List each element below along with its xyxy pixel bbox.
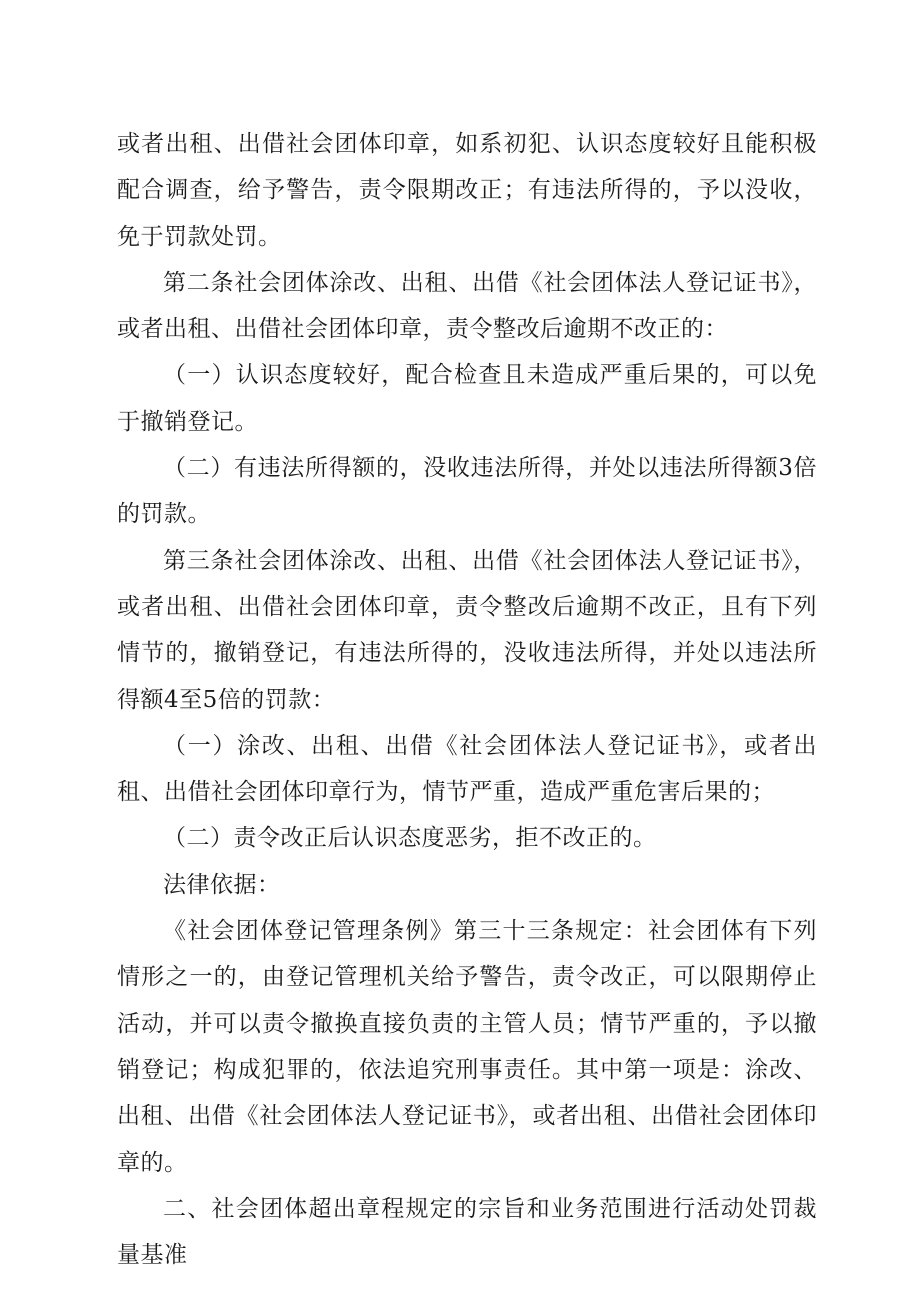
document-body bbox=[117, 121, 817, 1278]
paragraph-article-3-item-1: （一）涂改、出租、出借《社会团体法人登记证书》，或者出租、出借社会团体印章行为，情节严重，造成严重危害后果的； bbox=[117, 732, 817, 806]
paragraph-legal-basis: 《社会团体登记管理条例》第三十三条规定：社会团体有下列情形之一的，由登记管理机关给予警告，责令改正，可以限期停止活动，并可以责令撤换直接负责的主管人员；情节严重的，予以撤销登记；构成犯罪的，依法追究刑事责任。其中第一项是：涂改、出租、出借《社会团体法人登记证书》，或者出租、出借社会团体印章的。 bbox=[117, 918, 817, 1176]
paragraph-continuation: 或者出租、出借社会团体印章，如系初犯、认识态度较好且能积极配合调查，给予警告，责令限期改正；有违法所得的，予以没收，免于罚款处罚。 bbox=[117, 131, 817, 250]
legal-basis-heading: 法律依据： bbox=[163, 871, 281, 898]
paragraph-article-2-item-1: （一）认识态度较好，配合检查且未造成严重后果的，可以免于撤销登记。 bbox=[117, 362, 817, 435]
paragraph-article-2-item-2: （二）有违法所得额的，没收违法所得，并处以违法所得额3倍的罚款。 bbox=[117, 455, 817, 528]
paragraph-article-3: 第三条社会团体涂改、出租、出借《社会团体法人登记证书》，或者出租、出借社会团体印章，责令整改后逾期不改正，且有下列情节的，撤销登记，有违法所得的，没收违法所得，并处以违法所得额4至5倍的罚款： bbox=[117, 547, 817, 713]
paragraph-article-3-item-2: （二）责令改正后认识态度恶劣，拒不改正的。 bbox=[163, 825, 657, 852]
paragraph-article-2: 第二条社会团体涂改、出租、出借《社会团体法人登记证书》，或者出租、出借社会团体印章，责令整改后逾期不改正的： bbox=[117, 269, 817, 343]
section-heading-2: 二、社会团体超出章程规定的宗旨和业务范围进行活动处罚裁量基准 bbox=[117, 1195, 817, 1269]
